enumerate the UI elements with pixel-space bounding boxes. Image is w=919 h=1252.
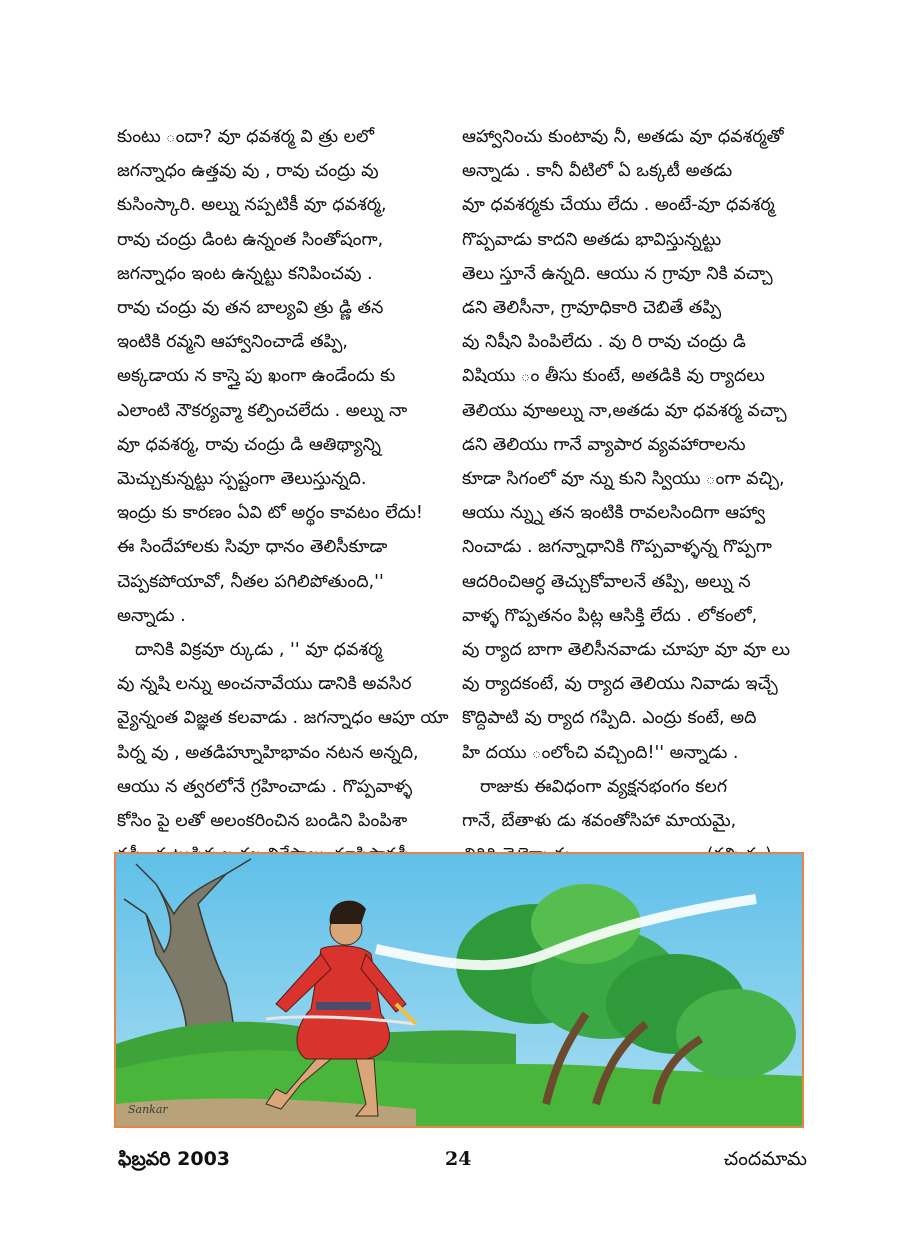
text-line: చెప్పకపోయావో, నీతల పగిలిపోతుంది,'' (117, 571, 384, 592)
text-line: కూడా సిగంలో వూ న్ను కుని స్వియు ంగా వచ్చి, (462, 469, 785, 490)
text-line: పిర్న వు , అతడిహ్నూహిభావం నటన అన్నది, (117, 742, 419, 763)
right-paragraph-1 (462, 120, 840, 770)
text-line: కోసిం పై లతో అలంకరించిన బండిని పింపిశా (117, 811, 408, 832)
text-line: ఇంటికి రవ్మని ఆహ్వానించాడే తప్పి, (117, 332, 348, 353)
text-line: ఆయు న్న్ను తన ఇంటికి రావలసిందిగా ఆహ్వా (462, 503, 766, 524)
text-line: వు ర్యాద బాగా తెలిసీనవాడు చూపూ వూ వూ లు (462, 640, 791, 661)
text-line: వూ ధవశర్మకు చేయు లేదు . అంటే-వూ ధవశర్మ (462, 195, 775, 216)
text-line: ఆదరించిఆర్ధ తెచ్చుకోవాలనే తప్పి, అల్ను న (462, 571, 751, 592)
text-line: వూ ధవశర్మ, రావు చంద్రు డి ఆతిథ్యాన్ని (117, 434, 381, 455)
text-line: కొద్దిపాటి వు ర్యాద గప్పిది. ఎంద్రు కంటే, అది (462, 708, 757, 729)
left-paragraph-1 (117, 120, 495, 633)
text-line: కుంటు ందా? వూ ధవశర్మ వి త్రు లలో (117, 127, 374, 147)
text-line: రాజుకు ఈవిధంగా వ్యక్షనభంగం కలగ (480, 776, 728, 797)
text-line: వు ర్యాదకంటే, వు ర్యాద తెలియు నివాడు ఇచ్చే (462, 674, 778, 695)
text-line: ఆహ్వానించు కుంటావు నీ, అతడు వూ ధవశర్మతో (462, 127, 784, 147)
text-line: అక్కడాయ న కాస్తై పు ఖంగా ఉండేందు కు (117, 366, 396, 387)
left-column (117, 120, 495, 907)
text-line: అన్నాడు . కానీ వీటిలో ఏ ఒక్కటీ అతడు (462, 161, 733, 182)
text-line: జగన్నాధం ఉత్తవు వు , రావు చంద్రు వు (117, 161, 379, 182)
text-line: హి దయు ంలోంచి వచ్చింది!'' అన్నాడు . (462, 742, 739, 763)
text-line: కుసింస్కారి. అల్ను నప్పటికీ వూ ధవశర్మ, (117, 195, 387, 216)
text-line: రావు చంద్రు డింట ఉన్నంత సింతోషంగా, (117, 229, 384, 250)
text-line: ఇంద్రు కు కారణం ఏవి టో అర్థం కావటం లేదు! (117, 503, 423, 524)
text-line: అన్నాడు . (117, 605, 186, 626)
text-line: డని తెలిసీనా, గ్రావూధికారి చెబితే తప్పి (462, 298, 722, 319)
text-line: వాళ్ళ గొప్పతనం పిట్ల ఆసిక్తి లేదు . లోకంలో, (462, 605, 758, 626)
text-line: జగన్నాధం ఇంట ఉన్నట్టు కనిపించవు . (117, 263, 373, 284)
text-line: ఆయు న త్వరలోనే గ్రహించాడు . గొప్పవాళ్ళ (117, 776, 413, 797)
text-line: దానికి విక్రవూ ర్కుడు , '' వూ ధవశర్మ (135, 640, 383, 661)
text-line: తెలు స్తూనే ఉన్నది. ఆయు న గ్రావూ నికి వచ్చా (462, 263, 773, 284)
text-line: వ్యైన్నంత విజ్ఞత కలవాడు . జగన్నాధం ఆపూ యా (117, 708, 449, 729)
text-line: తెలియు వూఅల్ను నా,అతడు వూ ధవశర్మ వచ్చా (462, 400, 787, 421)
text-line: డని తెలియు గానే వ్యాపార వ్యవహారాలను (462, 434, 746, 455)
page-number: 24 (445, 1148, 472, 1170)
text-line: మెచ్చుకున్నట్టు స్పష్టంగా తెలుస్తున్నది. (117, 469, 367, 490)
magazine-name: చందమామ (723, 1148, 807, 1170)
text-line: విషియు ం తీసు కుంటే, అతడికి వు ర్యాదలు (462, 366, 765, 387)
story-illustration (114, 852, 804, 1128)
right-column (462, 120, 840, 907)
text-line: నించాడు . జగన్నాధానికి గొప్పవాళ్ళన్న గొప్పగా (462, 537, 772, 558)
illustration-scene (116, 854, 802, 1126)
text-line: ఈ సిందేహాలకు సివూ ధానం తెలిసీకూడా (117, 537, 388, 558)
text-line: గొప్పవాడు కాదని అతడు భావిస్తున్నట్టు (462, 229, 722, 250)
text-line: గానే, బేతాళు డు శవంతోసిహా మాయమై, (462, 811, 737, 832)
text-line: వు న్నషి లన్ను అంచనావేయు డానికి అవసిర (117, 674, 412, 695)
artist-signature: Sankar (128, 1103, 168, 1116)
issue-date: ఫిబ్రవరి 2003 (118, 1148, 231, 1170)
text-line: రావు చంద్రు వు తన బాల్యవి త్రు డ్ణి తన (117, 298, 384, 319)
text-line: ఎలాంటి నౌకర్యవ్మా కల్పించలేదు . అల్ను నా (117, 400, 408, 421)
text-line: వు నిషీని పింపిలేదు . వు రి రావు చంద్రు డి (462, 332, 746, 353)
